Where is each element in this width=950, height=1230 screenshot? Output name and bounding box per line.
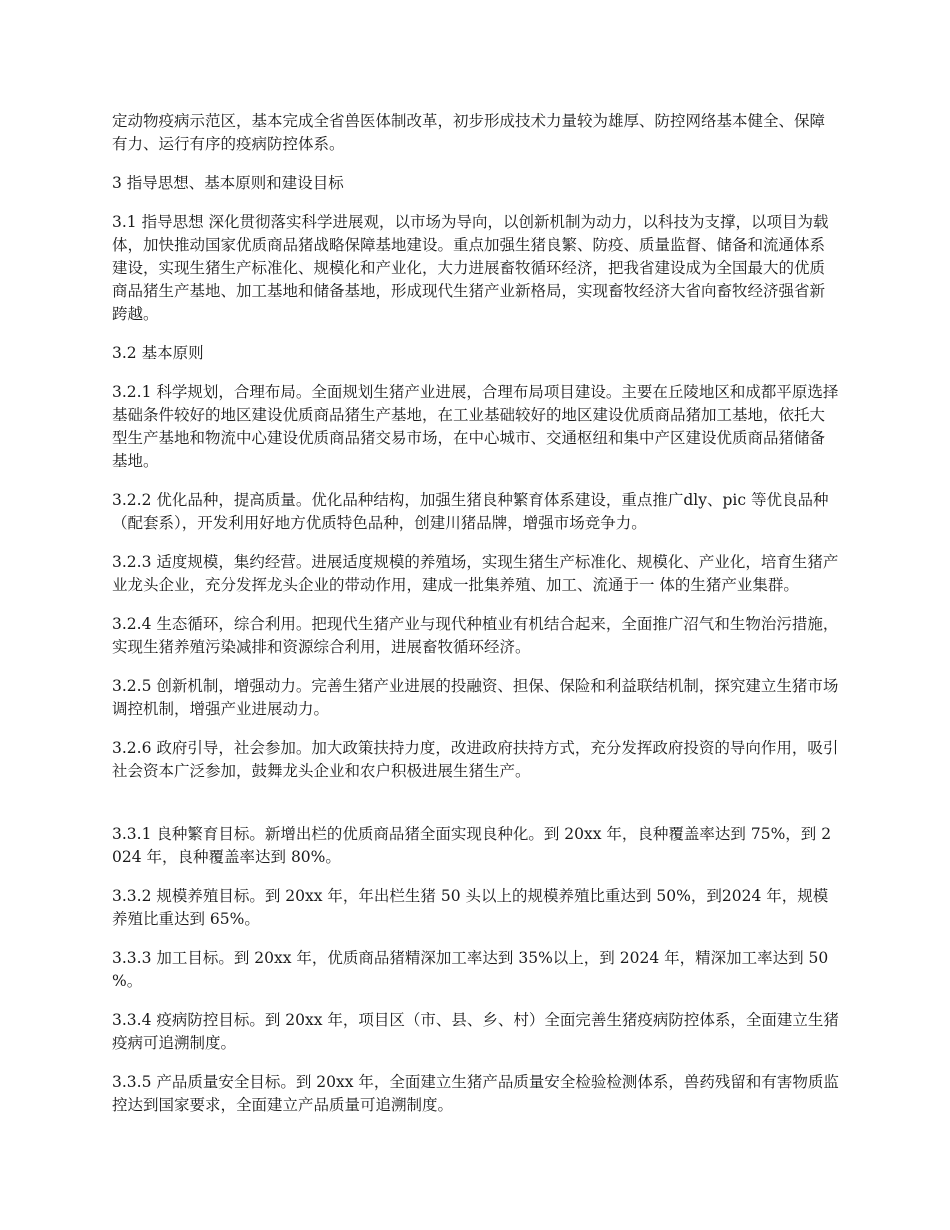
paragraph-3-3-4: 3.3.4 疫病防控目标。到 20xx 年，项目区（市、县、乡、村）全面完善生猪疫病防控体系，全面建立生猪疫病可追溯制度。 [112,1011,839,1052]
section-heading-3: 3 指导思想、基本原则和建设目标 [112,174,344,192]
paragraph-3-3-1: 3.3.1 良种繁育目标。新增出栏的优质商品猪全面实现良种化。到 20xx 年，良种覆盖率达到 75%，到 2024 年，良种覆盖率达到 80%。 [112,825,832,866]
paragraph-3-2-3: 3.2.3 适度规模，集约经营。进展适度规模的养殖场，实现生猪生产标准化、规模化、产业化，培育生猪产业龙头企业，充分发挥龙头企业的带动作用，建成一批集养殖、加工、流通于一 体的生猪产业集群。 [112,553,839,594]
blank-spacer [112,799,840,823]
paragraph-3-2-4: 3.2.4 生态循环，综合利用。把现代生猪产业与现代种植业有机结合起来，全面推广沼气和生物治污措施，实现生猪养殖污染减排和资源综合利用，进展畜牧循环经济。 [112,615,839,656]
section-heading-3-2: 3.2 基本原则 [112,344,204,362]
paragraph-3-2-6: 3.2.6 政府引导，社会参加。加大政策扶持力度，改进政府扶持方式，充分发挥政府投资的导向作用，吸引社会资本广泛参加，鼓舞龙头企业和农户积极进展生猪生产。 [112,739,839,780]
paragraph-3-2-5: 3.2.5 创新机制，增强动力。完善生猪产业进展的投融资、担保、保险和利益联结机制，探究建立生猪市场调控机制，增强产业进展动力。 [112,677,839,718]
paragraph-3-3-5: 3.3.5 产品质量安全目标。到 20xx 年，全面建立生猪产品质量安全检验检测体系，兽药残留和有害物质监控达到国家要求，全面建立产品质量可追溯制度。 [112,1073,839,1114]
paragraph-intro: 定动物疫病示范区，基本完成全省兽医体制改革，初步形成技术力量较为雄厚、防控网络基本健全、保障有力、运行有序的疫病防控体系。 [112,112,826,153]
paragraph-3-3-3: 3.3.3 加工目标。到 20xx 年，优质商品猪精深加工率达到 35%以上，到 2024 年，精深加工率达到 50%。 [112,949,829,990]
document-page [112,110,840,1133]
paragraph-3-2-1: 3.2.1 科学规划，合理布局。全面规划生猪产业进展，合理布局项目建设。主要在丘陵地区和成都平原选择基础条件较好的地区建设优质商品猪生产基地，在工业基础较好的地区建设优质商品猪加工基地，依托大型生产基地和物流中心建设优质商品猪交易市场，在中心城市、交通枢纽和集中产区建设优质商品猪储备基地。 [112,383,839,470]
paragraph-3-1: 3.1 指导思想 深化贯彻落实科学进展观，以市场为导向，以创新机制为动力，以科技为支撑，以项目为载体，加快推动国家优质商品猪战略保障基地建设。重点加强生猪良繁、防疫、质量监督、储备和流通体系建设，实现生猪生产标准化、规模化和产业化，大力进展畜牧循环经济，把我省建设成为全国最大的优质商品猪生产基地、加工基地和储备基地，形成现代生猪产业新格局，实现畜牧经济大省向畜牧经济强省新跨越。 [112,213,829,323]
paragraph-3-3-2: 3.3.2 规模养殖目标。到 20xx 年，年出栏生猪 50 头以上的规模养殖比重达到 50%，到2024 年，规模养殖比重达到 65%。 [112,887,829,928]
paragraph-3-2-2: 3.2.2 优化品种，提高质量。优化品种结构，加强生猪良种繁育体系建设，重点推广dly、pic 等优良品种（配套系），开发利用好地方优质特色品种，创建川猪品牌，增强市场竞争力。 [112,491,829,532]
